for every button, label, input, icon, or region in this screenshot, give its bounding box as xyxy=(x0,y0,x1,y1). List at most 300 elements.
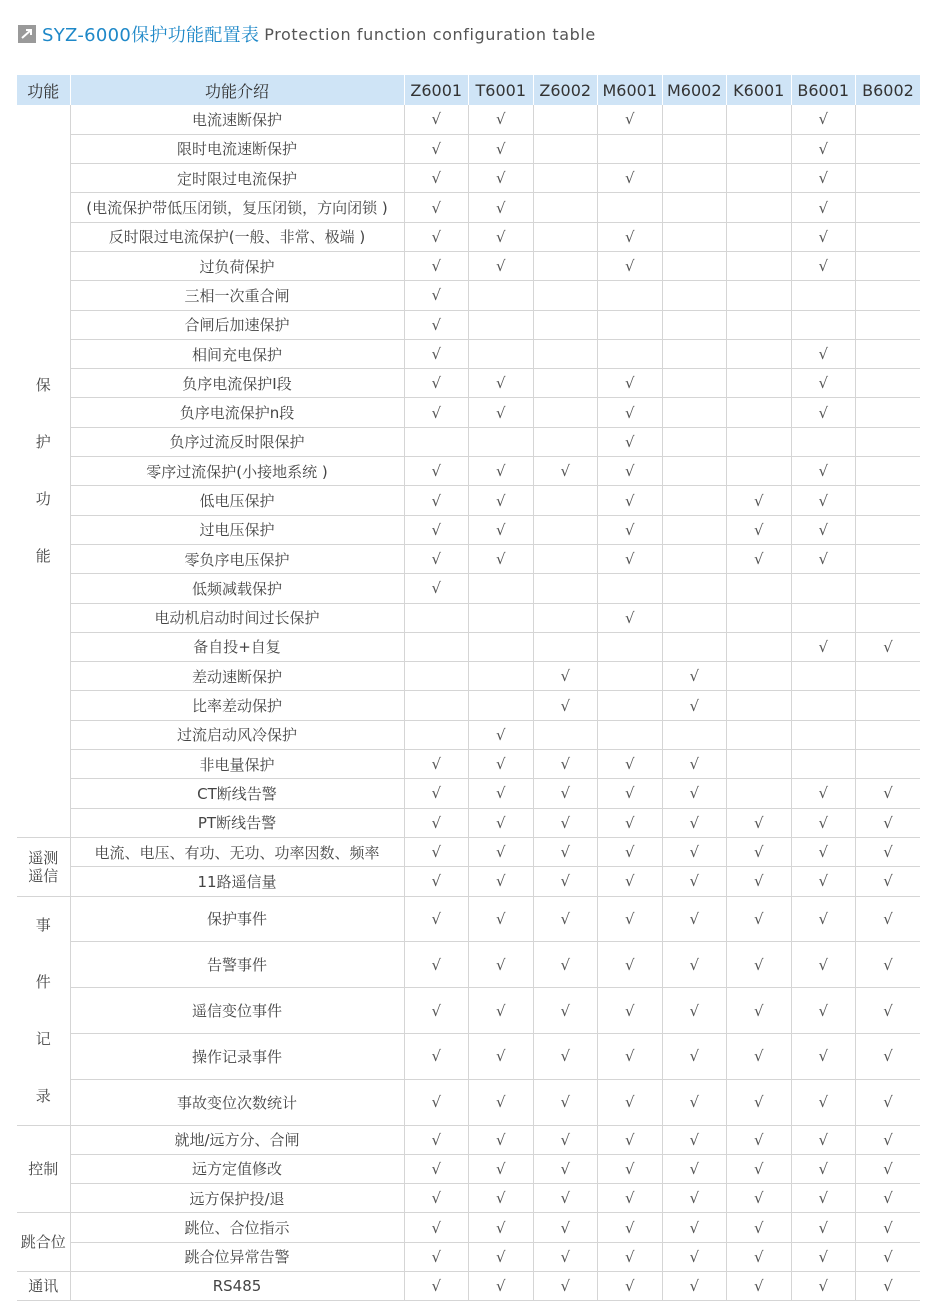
empty-cell xyxy=(598,691,663,720)
empty-cell xyxy=(791,310,856,339)
empty-cell xyxy=(791,603,856,632)
table-row xyxy=(17,720,920,749)
check-mark: √ xyxy=(727,1213,792,1242)
function-description: 事故变位次数统计 xyxy=(70,1079,404,1125)
group-label: 控制 xyxy=(17,1125,70,1213)
empty-cell xyxy=(662,574,727,603)
empty-cell xyxy=(533,310,598,339)
function-description: 零序过流保护(小接地系统 ) xyxy=(70,457,404,486)
check-mark: √ xyxy=(469,457,534,486)
check-mark: √ xyxy=(598,750,663,779)
check-mark: √ xyxy=(404,574,469,603)
check-mark: √ xyxy=(404,1154,469,1183)
check-mark: √ xyxy=(404,398,469,427)
check-mark: √ xyxy=(727,837,792,866)
table-row xyxy=(17,942,920,988)
check-mark: √ xyxy=(791,515,856,544)
check-mark: √ xyxy=(404,1079,469,1125)
header-model: M6001 xyxy=(598,75,663,105)
check-mark: √ xyxy=(404,1125,469,1154)
empty-cell xyxy=(598,662,663,691)
table-row xyxy=(17,515,920,544)
check-mark: √ xyxy=(533,457,598,486)
header-model: Z6001 xyxy=(404,75,469,105)
table-row xyxy=(17,632,920,661)
check-mark: √ xyxy=(533,750,598,779)
table-row xyxy=(17,574,920,603)
check-mark: √ xyxy=(856,1184,921,1213)
check-mark: √ xyxy=(469,779,534,808)
check-mark: √ xyxy=(856,1272,921,1301)
header-model: M6002 xyxy=(662,75,727,105)
check-mark: √ xyxy=(533,837,598,866)
empty-cell xyxy=(533,515,598,544)
function-description: CT断线告警 xyxy=(70,779,404,808)
empty-cell xyxy=(727,134,792,163)
check-mark: √ xyxy=(533,1272,598,1301)
check-mark: √ xyxy=(533,988,598,1034)
empty-cell xyxy=(533,193,598,222)
check-mark: √ xyxy=(598,1125,663,1154)
protection-config-table xyxy=(17,75,920,1301)
check-mark: √ xyxy=(469,988,534,1034)
check-mark: √ xyxy=(791,867,856,896)
check-mark: √ xyxy=(404,193,469,222)
empty-cell xyxy=(856,486,921,515)
empty-cell xyxy=(856,134,921,163)
table-row xyxy=(17,1272,920,1301)
check-mark: √ xyxy=(404,369,469,398)
check-mark: √ xyxy=(662,1272,727,1301)
check-mark: √ xyxy=(791,398,856,427)
function-description: 备自投+自复 xyxy=(70,632,404,661)
empty-cell xyxy=(856,574,921,603)
check-mark: √ xyxy=(856,1079,921,1125)
empty-cell xyxy=(662,427,727,456)
check-mark: √ xyxy=(469,251,534,280)
empty-cell xyxy=(533,427,598,456)
check-mark: √ xyxy=(791,808,856,837)
function-description: 三相一次重合闸 xyxy=(70,281,404,310)
group-label: 通讯 xyxy=(17,1272,70,1301)
empty-cell xyxy=(598,632,663,661)
empty-cell xyxy=(662,544,727,573)
empty-cell xyxy=(662,310,727,339)
check-mark: √ xyxy=(598,808,663,837)
table-row xyxy=(17,662,920,691)
check-mark: √ xyxy=(598,1079,663,1125)
check-mark: √ xyxy=(469,544,534,573)
check-mark: √ xyxy=(662,691,727,720)
empty-cell xyxy=(404,691,469,720)
check-mark: √ xyxy=(791,1184,856,1213)
empty-cell xyxy=(856,720,921,749)
empty-cell xyxy=(469,427,534,456)
function-description: 相间充电保护 xyxy=(70,339,404,368)
check-mark: √ xyxy=(727,1272,792,1301)
empty-cell xyxy=(856,544,921,573)
table-row xyxy=(17,808,920,837)
empty-cell xyxy=(727,281,792,310)
function-description: 过流启动风冷保护 xyxy=(70,720,404,749)
empty-cell xyxy=(662,398,727,427)
function-description: 合闸后加速保护 xyxy=(70,310,404,339)
empty-cell xyxy=(662,339,727,368)
check-mark: √ xyxy=(662,896,727,942)
check-mark: √ xyxy=(727,544,792,573)
check-mark: √ xyxy=(404,1184,469,1213)
check-mark: √ xyxy=(598,1154,663,1183)
table-row xyxy=(17,603,920,632)
table-row xyxy=(17,457,920,486)
table-row xyxy=(17,164,920,193)
check-mark: √ xyxy=(469,1272,534,1301)
check-mark: √ xyxy=(856,632,921,661)
empty-cell xyxy=(727,339,792,368)
empty-cell xyxy=(791,662,856,691)
check-mark: √ xyxy=(727,942,792,988)
empty-cell xyxy=(598,720,663,749)
check-mark: √ xyxy=(533,1184,598,1213)
header-model: Z6002 xyxy=(533,75,598,105)
empty-cell xyxy=(533,222,598,251)
header-model: T6001 xyxy=(469,75,534,105)
empty-cell xyxy=(856,281,921,310)
check-mark: √ xyxy=(856,896,921,942)
check-mark: √ xyxy=(791,1125,856,1154)
check-mark: √ xyxy=(469,720,534,749)
empty-cell xyxy=(598,574,663,603)
function-description: 过电压保护 xyxy=(70,515,404,544)
check-mark: √ xyxy=(533,1213,598,1242)
check-mark: √ xyxy=(404,867,469,896)
check-mark: √ xyxy=(727,1033,792,1079)
empty-cell xyxy=(856,339,921,368)
empty-cell xyxy=(533,281,598,310)
table-row xyxy=(17,896,920,942)
check-mark: √ xyxy=(791,486,856,515)
check-mark: √ xyxy=(533,1242,598,1271)
table-row xyxy=(17,544,920,573)
empty-cell xyxy=(856,164,921,193)
check-mark: √ xyxy=(598,837,663,866)
check-mark: √ xyxy=(791,457,856,486)
empty-cell xyxy=(791,720,856,749)
header-model: B6001 xyxy=(791,75,856,105)
function-description: PT断线告警 xyxy=(70,808,404,837)
check-mark: √ xyxy=(856,779,921,808)
check-mark: √ xyxy=(727,988,792,1034)
table-row xyxy=(17,251,920,280)
empty-cell xyxy=(469,281,534,310)
empty-cell xyxy=(662,632,727,661)
table-row xyxy=(17,1242,920,1271)
title-english: Protection function configuration table xyxy=(264,24,596,44)
empty-cell xyxy=(727,779,792,808)
empty-cell xyxy=(662,251,727,280)
empty-cell xyxy=(727,457,792,486)
check-mark: √ xyxy=(404,988,469,1034)
check-mark: √ xyxy=(469,1154,534,1183)
empty-cell xyxy=(856,222,921,251)
check-mark: √ xyxy=(662,779,727,808)
table-body xyxy=(17,105,920,1301)
check-mark: √ xyxy=(469,808,534,837)
check-mark: √ xyxy=(856,808,921,837)
check-mark: √ xyxy=(791,193,856,222)
check-mark: √ xyxy=(598,164,663,193)
check-mark: √ xyxy=(598,988,663,1034)
check-mark: √ xyxy=(662,808,727,837)
empty-cell xyxy=(727,574,792,603)
table-row xyxy=(17,398,920,427)
empty-cell xyxy=(404,427,469,456)
table-row xyxy=(17,779,920,808)
check-mark: √ xyxy=(791,134,856,163)
empty-cell xyxy=(469,662,534,691)
check-mark: √ xyxy=(856,867,921,896)
check-mark: √ xyxy=(598,1272,663,1301)
check-mark: √ xyxy=(598,942,663,988)
function-description: 保护事件 xyxy=(70,896,404,942)
check-mark: √ xyxy=(791,544,856,573)
empty-cell xyxy=(856,193,921,222)
check-mark: √ xyxy=(469,867,534,896)
function-description: 11路遥信量 xyxy=(70,867,404,896)
function-description: 负序电流保护I段 xyxy=(70,369,404,398)
group-label: 遥测 遥信 xyxy=(17,837,70,896)
empty-cell xyxy=(533,574,598,603)
function-description: 负序过流反时限保护 xyxy=(70,427,404,456)
empty-cell xyxy=(856,369,921,398)
check-mark: √ xyxy=(404,1242,469,1271)
header-model: K6001 xyxy=(727,75,792,105)
empty-cell xyxy=(856,691,921,720)
check-mark: √ xyxy=(791,1079,856,1125)
empty-cell xyxy=(598,193,663,222)
check-mark: √ xyxy=(533,867,598,896)
empty-cell xyxy=(533,720,598,749)
check-mark: √ xyxy=(533,662,598,691)
empty-cell xyxy=(533,105,598,134)
empty-cell xyxy=(662,486,727,515)
empty-cell xyxy=(791,574,856,603)
check-mark: √ xyxy=(404,164,469,193)
check-mark: √ xyxy=(727,1079,792,1125)
check-mark: √ xyxy=(404,750,469,779)
check-mark: √ xyxy=(727,486,792,515)
check-mark: √ xyxy=(469,515,534,544)
check-mark: √ xyxy=(662,662,727,691)
check-mark: √ xyxy=(727,1125,792,1154)
check-mark: √ xyxy=(598,779,663,808)
check-mark: √ xyxy=(533,779,598,808)
check-mark: √ xyxy=(404,251,469,280)
page-title xyxy=(18,20,596,48)
check-mark: √ xyxy=(727,808,792,837)
check-mark: √ xyxy=(727,867,792,896)
empty-cell xyxy=(791,750,856,779)
empty-cell xyxy=(791,281,856,310)
check-mark: √ xyxy=(533,896,598,942)
check-mark: √ xyxy=(791,222,856,251)
empty-cell xyxy=(856,427,921,456)
table-row xyxy=(17,837,920,866)
empty-cell xyxy=(662,222,727,251)
check-mark: √ xyxy=(598,251,663,280)
table-row xyxy=(17,867,920,896)
check-mark: √ xyxy=(598,222,663,251)
empty-cell xyxy=(598,281,663,310)
check-mark: √ xyxy=(662,1125,727,1154)
check-mark: √ xyxy=(598,457,663,486)
table-row xyxy=(17,222,920,251)
arrow-badge-icon xyxy=(18,25,36,43)
function-description: 非电量保护 xyxy=(70,750,404,779)
check-mark: √ xyxy=(791,1213,856,1242)
check-mark: √ xyxy=(662,1154,727,1183)
empty-cell xyxy=(469,310,534,339)
check-mark: √ xyxy=(533,691,598,720)
empty-cell xyxy=(727,251,792,280)
check-mark: √ xyxy=(533,1154,598,1183)
check-mark: √ xyxy=(791,105,856,134)
empty-cell xyxy=(727,164,792,193)
table-row xyxy=(17,1154,920,1183)
function-description: 电动机启动时间过长保护 xyxy=(70,603,404,632)
function-description: 差动速断保护 xyxy=(70,662,404,691)
empty-cell xyxy=(533,339,598,368)
function-description: 告警事件 xyxy=(70,942,404,988)
check-mark: √ xyxy=(791,339,856,368)
check-mark: √ xyxy=(469,837,534,866)
check-mark: √ xyxy=(404,134,469,163)
empty-cell xyxy=(469,691,534,720)
table-row xyxy=(17,1213,920,1242)
group-label: 保 护 功 能 xyxy=(17,105,70,837)
empty-cell xyxy=(856,750,921,779)
empty-cell xyxy=(533,164,598,193)
table-row xyxy=(17,369,920,398)
check-mark: √ xyxy=(856,1125,921,1154)
empty-cell xyxy=(533,398,598,427)
check-mark: √ xyxy=(404,1272,469,1301)
table-row xyxy=(17,134,920,163)
function-description: 低频减载保护 xyxy=(70,574,404,603)
empty-cell xyxy=(469,339,534,368)
check-mark: √ xyxy=(469,896,534,942)
empty-cell xyxy=(662,105,727,134)
check-mark: √ xyxy=(662,837,727,866)
function-description: 远方定值修改 xyxy=(70,1154,404,1183)
empty-cell xyxy=(727,310,792,339)
empty-cell xyxy=(404,632,469,661)
empty-cell xyxy=(404,720,469,749)
check-mark: √ xyxy=(469,193,534,222)
check-mark: √ xyxy=(791,1033,856,1079)
empty-cell xyxy=(469,603,534,632)
check-mark: √ xyxy=(727,1242,792,1271)
check-mark: √ xyxy=(469,134,534,163)
check-mark: √ xyxy=(791,1272,856,1301)
check-mark: √ xyxy=(598,369,663,398)
check-mark: √ xyxy=(404,281,469,310)
empty-cell xyxy=(662,603,727,632)
check-mark: √ xyxy=(727,1154,792,1183)
check-mark: √ xyxy=(404,486,469,515)
check-mark: √ xyxy=(662,1033,727,1079)
check-mark: √ xyxy=(662,942,727,988)
empty-cell xyxy=(727,193,792,222)
check-mark: √ xyxy=(598,398,663,427)
empty-cell xyxy=(662,134,727,163)
empty-cell xyxy=(598,310,663,339)
empty-cell xyxy=(727,105,792,134)
check-mark: √ xyxy=(791,1154,856,1183)
check-mark: √ xyxy=(791,632,856,661)
empty-cell xyxy=(533,251,598,280)
empty-cell xyxy=(404,603,469,632)
function-description: (电流保护带低压闭锁，复压闭锁，方向闭锁 ) xyxy=(70,193,404,222)
function-description: 遥信变位事件 xyxy=(70,988,404,1034)
empty-cell xyxy=(469,632,534,661)
empty-cell xyxy=(662,720,727,749)
check-mark: √ xyxy=(598,105,663,134)
check-mark: √ xyxy=(791,164,856,193)
check-mark: √ xyxy=(404,339,469,368)
empty-cell xyxy=(791,427,856,456)
check-mark: √ xyxy=(469,486,534,515)
check-mark: √ xyxy=(791,896,856,942)
check-mark: √ xyxy=(533,808,598,837)
header-function: 功能 xyxy=(17,75,70,105)
function-description: 限时电流速断保护 xyxy=(70,134,404,163)
check-mark: √ xyxy=(533,1033,598,1079)
table-row xyxy=(17,1125,920,1154)
table-row xyxy=(17,1033,920,1079)
function-description: 负序电流保护n段 xyxy=(70,398,404,427)
check-mark: √ xyxy=(598,1033,663,1079)
check-mark: √ xyxy=(404,837,469,866)
check-mark: √ xyxy=(727,515,792,544)
check-mark: √ xyxy=(404,896,469,942)
empty-cell xyxy=(727,398,792,427)
check-mark: √ xyxy=(598,1242,663,1271)
empty-cell xyxy=(662,457,727,486)
table-row xyxy=(17,310,920,339)
check-mark: √ xyxy=(469,1125,534,1154)
check-mark: √ xyxy=(598,603,663,632)
function-description: 跳位、合位指示 xyxy=(70,1213,404,1242)
function-description: 反时限过电流保护(一般、非常、极端 ) xyxy=(70,222,404,251)
check-mark: √ xyxy=(856,1213,921,1242)
title-chinese: SYZ-6000保护功能配置表 xyxy=(42,25,260,46)
function-description: 定时限过电流保护 xyxy=(70,164,404,193)
table-row xyxy=(17,281,920,310)
check-mark: √ xyxy=(856,1154,921,1183)
check-mark: √ xyxy=(469,369,534,398)
check-mark: √ xyxy=(469,222,534,251)
group-label: 事 件 记 录 xyxy=(17,896,70,1125)
empty-cell xyxy=(662,281,727,310)
check-mark: √ xyxy=(791,942,856,988)
function-description: RS485 xyxy=(70,1272,404,1301)
check-mark: √ xyxy=(404,310,469,339)
empty-cell xyxy=(598,339,663,368)
check-mark: √ xyxy=(598,1213,663,1242)
function-description: 就地/远方分、合闸 xyxy=(70,1125,404,1154)
check-mark: √ xyxy=(791,779,856,808)
